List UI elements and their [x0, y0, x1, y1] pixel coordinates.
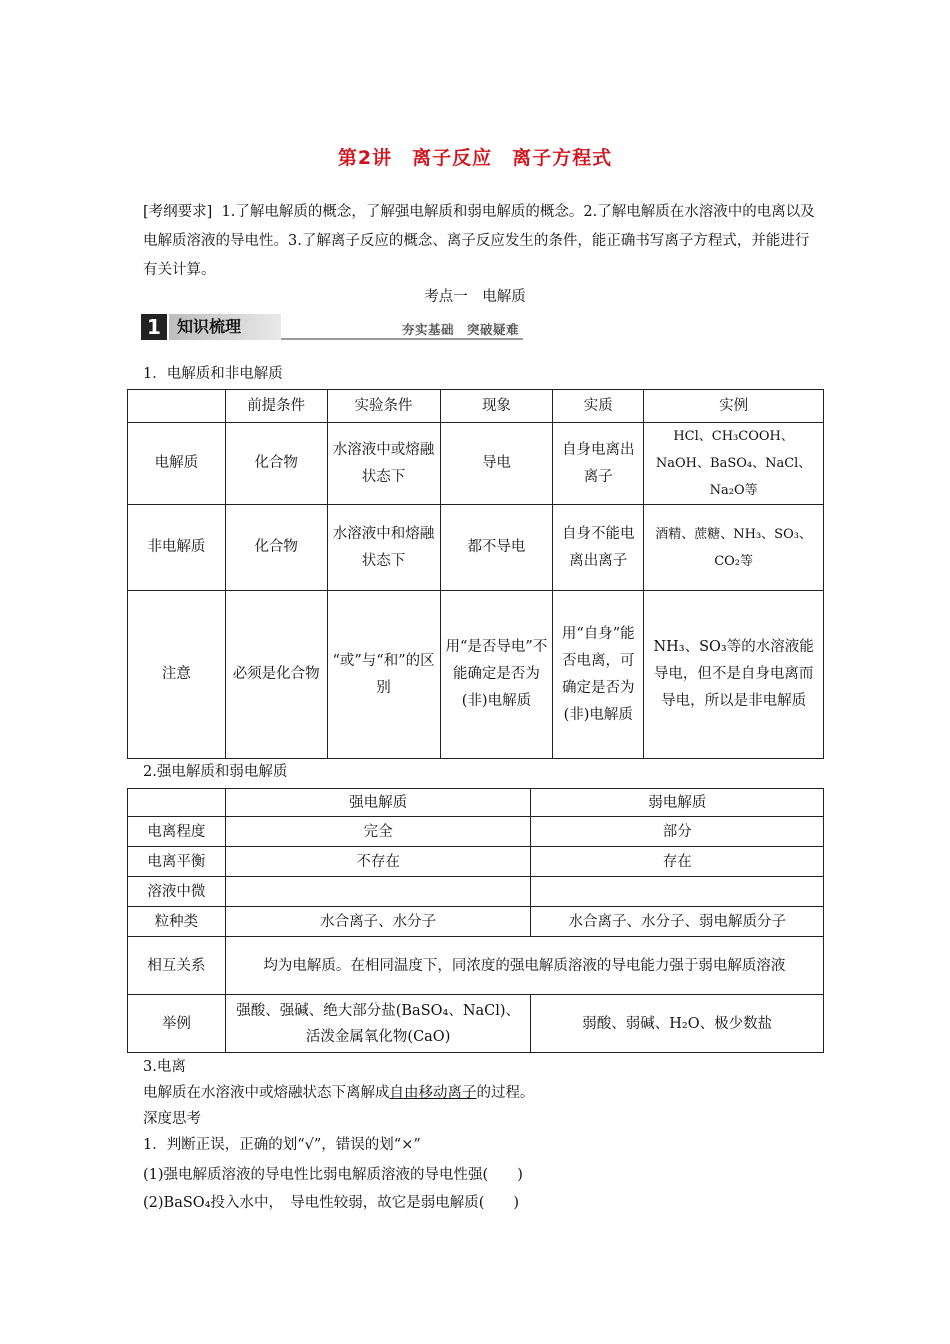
table-header-cell: 弱电解质: [531, 789, 824, 817]
table-cell: 存在: [531, 847, 824, 877]
table-cell: 用“是否导电”不能确定是否为(非)电解质: [440, 591, 553, 759]
question-1: 1．判断正误，正确的划“√”，错误的划“×”: [143, 1137, 421, 1153]
table-cell: 电解质: [128, 423, 226, 505]
table-row: [128, 995, 824, 1053]
question-item: (1)强电解质溶液的导电性比弱电解质溶液的导电性强( ): [143, 1167, 523, 1183]
definition-text-after: 的过程。: [476, 1085, 535, 1101]
table-header-row: [128, 789, 824, 817]
table-cell: 相互关系: [128, 937, 226, 995]
table-cell: 均为电解质。在相同温度下，同浓度的强电解质溶液的导电能力强于弱电解质溶液: [225, 937, 823, 995]
table-cell: 水合离子、水分子、弱电解质分子: [531, 907, 824, 937]
definition-underlined-text: 自由移动离子: [389, 1085, 477, 1101]
ionization-definition: [143, 1080, 535, 1106]
section1-heading: 1．电解质和非电解质: [143, 366, 283, 382]
table-cell: 电离程度: [128, 817, 226, 847]
table-cell: [225, 877, 531, 907]
table-cell: HCl、CH₃COOH、NaOH、BaSO₄、NaCl、Na₂O等: [644, 423, 824, 505]
table-cell: 非电解质: [128, 505, 226, 591]
table-cell: NH₃、SO₃等的水溶液能导电，但不是自身电离而导电，所以是非电解质: [644, 591, 824, 759]
requirements-tag: [考纲要求]: [143, 204, 213, 220]
table-header-cell: 实例: [644, 390, 824, 423]
table-cell: 酒精、蔗糖、NH₃、SO₃、CO₂等: [644, 505, 824, 591]
requirements-text: 1.了解电解质的概念，了解强电解质和弱电解质的概念。2.了解电解质在水溶液中的电离以及电解质溶液的导电性。3.了解离子反应的概念、离子反应发生的条件，能正确书写离子方程式，并能进行有关计算。: [143, 204, 815, 278]
table-cell: 自身不能电离出离子: [553, 505, 644, 591]
banner-underline: [281, 338, 523, 340]
table-cell: 完全: [225, 817, 531, 847]
table-row: [128, 423, 824, 505]
section2-heading: 2.强电解质和弱电解质: [143, 764, 288, 780]
table-row: [128, 505, 824, 591]
electrolyte-table: [127, 389, 824, 759]
definition-text-before: 电解质在水溶液中或熔融状态下离解成: [143, 1085, 390, 1101]
table-cell: 部分: [531, 817, 824, 847]
table-header-cell: 实验条件: [327, 390, 440, 423]
table-cell: 强酸、强碱、绝大部分盐(BaSO₄、NaCl)、活泼金属氧化物(CaO): [225, 995, 531, 1053]
table-cell: 都不导电: [440, 505, 553, 591]
deep-thinking-heading: 深度思考: [143, 1111, 201, 1127]
section3-heading: 3.电离: [143, 1059, 186, 1075]
table-cell: 溶液中微: [128, 877, 226, 907]
table-header-cell: 强电解质: [225, 789, 531, 817]
banner-label: 知识梳理: [177, 317, 242, 336]
table-cell: 导电: [440, 423, 553, 505]
table-cell: 举例: [128, 995, 226, 1053]
table-cell: 弱酸、弱碱、H₂O、极少数盐: [531, 995, 824, 1053]
table-cell: “或”与“和”的区别: [327, 591, 440, 759]
table-header-cell: [128, 789, 226, 817]
banner-subtitle: 夯实基础 突破疑难: [401, 322, 519, 337]
table-cell: [531, 877, 824, 907]
table-row: [128, 817, 824, 847]
question-item: (2)BaSO₄投入水中， 导电性较弱，故它是弱电解质( ): [143, 1195, 520, 1211]
table-cell: 水溶液中或熔融状态下: [327, 423, 440, 505]
table-cell: 注意: [128, 591, 226, 759]
table-header-row: [128, 390, 824, 423]
table-header-cell: 实质: [553, 390, 644, 423]
exam-requirements: [143, 198, 823, 285]
table-cell: 化合物: [225, 505, 327, 591]
section-banner: [141, 312, 523, 342]
table-row: [128, 907, 824, 937]
page-title: 第2讲 离子反应 离子方程式: [337, 147, 613, 169]
table-cell: 粒种类: [128, 907, 226, 937]
table-row: [128, 877, 824, 907]
table-cell: 水合离子、水分子: [225, 907, 531, 937]
table-cell: 化合物: [225, 423, 327, 505]
table-cell: 自身电离出离子: [553, 423, 644, 505]
table-row: [128, 847, 824, 877]
table-row: [128, 937, 824, 995]
kaodian-title: 考点一 电解质: [424, 289, 526, 305]
table-cell: 必须是化合物: [225, 591, 327, 759]
table-header-cell: [128, 390, 226, 423]
strong-weak-table: [127, 788, 824, 1053]
table-header-cell: 现象: [440, 390, 553, 423]
table-cell: 不存在: [225, 847, 531, 877]
banner-number: 1: [141, 314, 167, 340]
table-cell: 水溶液中和熔融状态下: [327, 505, 440, 591]
table-cell: 电离平衡: [128, 847, 226, 877]
table-row: [128, 591, 824, 759]
table-cell: 用“自身”能否电离，可确定是否为(非)电解质: [553, 591, 644, 759]
table-header-cell: 前提条件: [225, 390, 327, 423]
